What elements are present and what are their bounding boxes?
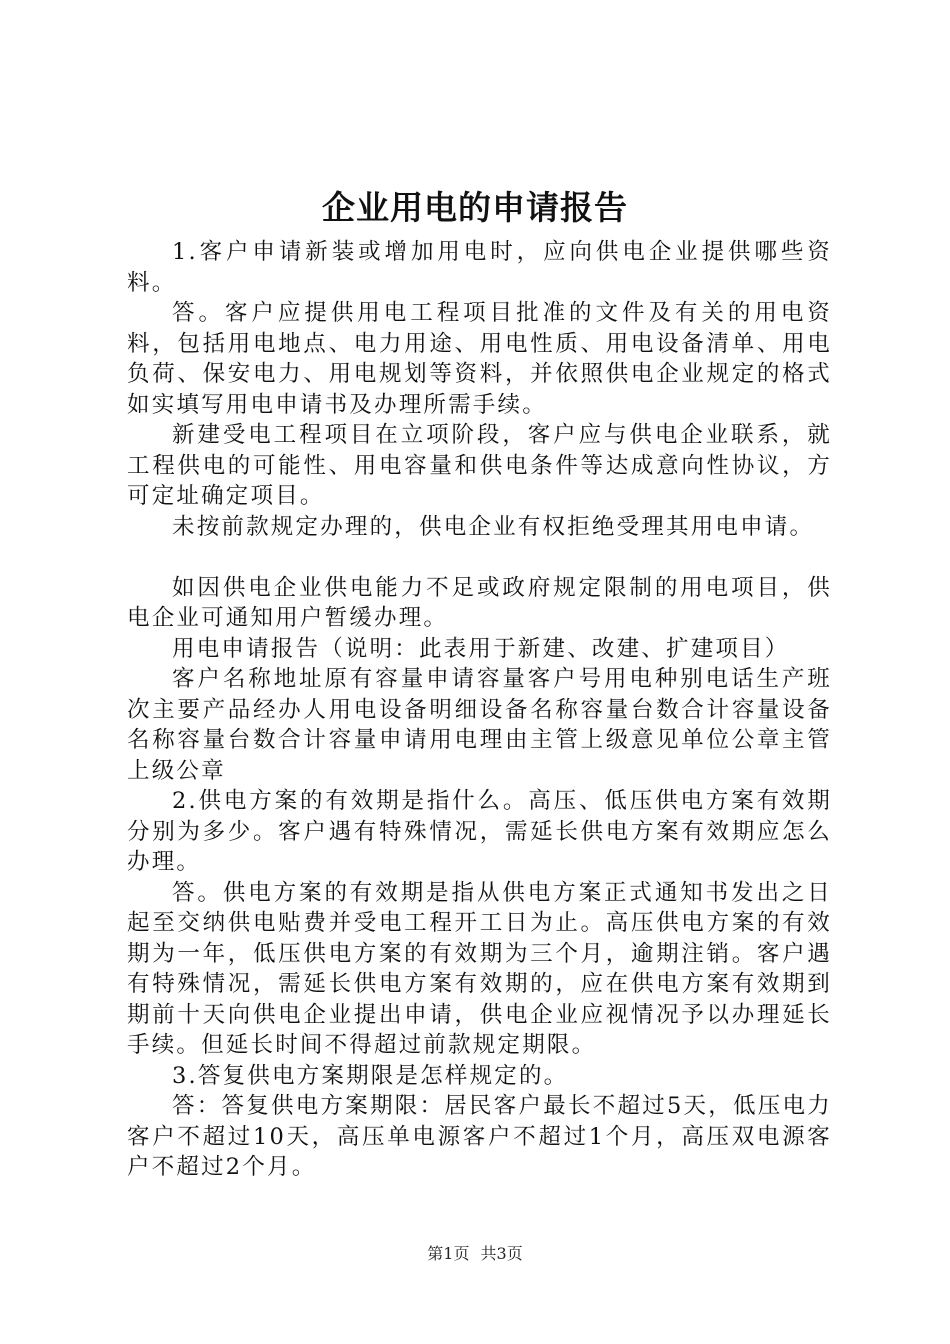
paragraph-answer-1: 答。客户应提供用电工程项目批准的文件及有关的用电资料，包括用电地点、电力用途、用电性质、用电设备清单、用电负荷、保安电力、用电规划等资料，并依照供电企业规定的格式如实填写用电申请书及办理所需手续。 — [127, 300, 832, 418]
document-title: 企业用电的申请报告 — [322, 188, 628, 227]
paragraph-form-caption: 用电申请报告（说明：此表用于新建、改建、扩建项目） — [172, 635, 790, 662]
paragraph-refusal: 未按前款规定办理的，供电企业有权拒绝受理其用电申请。 — [172, 513, 815, 540]
paragraph-form-fields: 客户名称地址原有容量申请容量客户号用电种别电话生产班次主要产品经办人用电设备明细设备名称容量台数合计容量设备名称容量台数合计容量申请用电理由主管上级意见单位公章主管上级公章 — [127, 666, 832, 784]
document-body — [127, 237, 832, 1183]
page-total: 共3页 — [480, 1244, 523, 1263]
paragraph-postpone: 如因供电企业供电能力不足或政府规定限制的用电项目，供电企业可通知用户暂缓办理。 — [127, 574, 832, 631]
paragraph-question-3: 3.答复供电方案期限是怎样规定的。 — [172, 1062, 569, 1089]
paragraph-question-1: 1.客户申请新装或增加用电时，应向供电企业提供哪些资料。 — [127, 239, 832, 296]
paragraph-new-project: 新建受电工程项目在立项阶段，客户应与供电企业联系，就工程供电的可能性、用电容量和供电条件等达成意向性协议，方可定址确定项目。 — [127, 422, 832, 509]
page-footer — [0, 1243, 950, 1265]
paragraph-answer-2: 答。供电方案的有效期是指从供电方案正式通知书发出之日起至交纳供电贴费并受电工程开工日为止。高压供电方案的有效期为一年，低压供电方案的有效期为三个月，逾期注销。客户遇有特殊情况，需延长供电方案有效期的，应在供电方案有效期到期前十天向供电企业提出申请，供电企业应视情况予以办理延长手续。但延长时间不得超过前款规定期限。 — [127, 879, 832, 1058]
paragraph-question-2: 2.供电方案的有效期是指什么。高压、低压供电方案有效期分别为多少。客户遇有特殊情况，需延长供电方案有效期应怎么办理。 — [127, 788, 832, 875]
paragraph-answer-3: 答：答复供电方案期限：居民客户最长不超过5天，低压电力客户不超过10天，高压单电源客户不超过1个月，高压双电源客户不超过2个月。 — [127, 1093, 832, 1180]
page-number: 第1页 — [427, 1244, 470, 1263]
